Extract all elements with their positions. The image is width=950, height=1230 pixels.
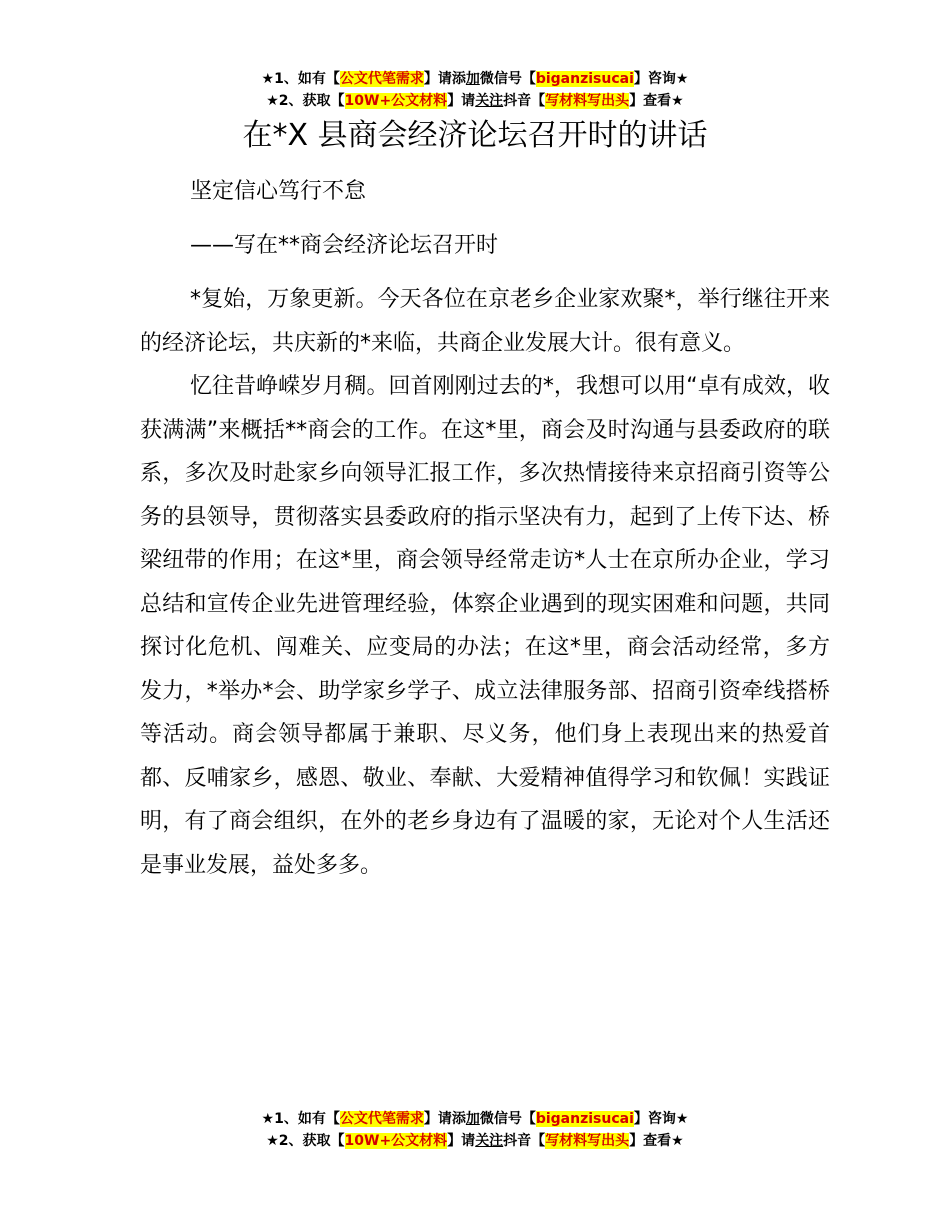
promo-highlight: 10W+公文材料 (344, 1133, 448, 1149)
promo-underlined-text: 关注 (475, 1133, 504, 1149)
promo-underlined-text: 加 (465, 1111, 480, 1127)
promo-underlined-text: 关注 (475, 93, 504, 109)
subtitle-main: 坚定信心笃行不怠 (190, 179, 367, 204)
body-paragraph-1: *复始，万象更新。今天各位在京老乡企业家欢聚*，举行继往开来的经济论坛，共庆新的*来临，共商企业发展大计。很有意义。 (140, 287, 830, 356)
promo-text: 微信号【 (479, 1111, 536, 1127)
promo-text: 抖音【 (503, 93, 546, 109)
subtitle-secondary: ——写在**商会经济论坛召开时 (190, 233, 499, 258)
promo-text: ★2、获取【 (266, 93, 345, 109)
promo-text: 】咨询★ (633, 1111, 689, 1127)
promo-text: ★1、如有【 (261, 71, 340, 87)
document-title: 在*X 县商会经济论坛召开时的讲话 (242, 118, 708, 153)
promo-line-2 (0, 90, 950, 112)
document-body (140, 278, 830, 887)
promo-highlight: 10W+公文材料 (344, 93, 448, 109)
promo-line-1 (0, 1108, 950, 1130)
promo-text: 】请 (447, 1133, 476, 1149)
promo-text: 】请 (447, 93, 476, 109)
promo-highlight: 公文代笔需求 (339, 1111, 424, 1127)
promo-highlight: 写材料写出头 (545, 93, 630, 109)
top-promo-banner (0, 68, 950, 112)
promo-text: 】咨询★ (633, 71, 689, 87)
promo-text: ★1、如有【 (261, 1111, 340, 1127)
promo-line-2 (0, 1130, 950, 1152)
promo-text: 】查看★ (629, 1133, 684, 1149)
promo-text: 微信号【 (479, 71, 536, 87)
promo-text: 】查看★ (629, 93, 684, 109)
promo-line-1 (0, 68, 950, 90)
promo-text: ★2、获取【 (266, 1133, 345, 1149)
promo-highlight: biganzisucai (535, 71, 634, 87)
promo-highlight: 写材料写出头 (545, 1133, 630, 1149)
promo-underlined-text: 加 (465, 71, 480, 87)
promo-text: 】请添 (423, 71, 466, 87)
promo-highlight: biganzisucai (535, 1111, 634, 1127)
promo-highlight: 公文代笔需求 (339, 71, 424, 87)
promo-text: 抖音【 (503, 1133, 546, 1149)
promo-text: 】请添 (423, 1111, 466, 1127)
body-paragraph-2: 忆往昔峥嵘岁月稠。回首刚刚过去的*，我想可以用“卓有成效，收获满满”来概括**商会的工作。在这*里，商会及时沟通与县委政府的联系，多次及时赴家乡向领导汇报工作，多次热情接待来京招商引资等公务的县领导，贯彻落实县委政府的指示坚决有力，起到了上传下达、桥梁纽带的作用；在这*里，商会领导经常走访*人士在京所办企业，学习总结和宣传企业先进管理经验，体察企业遇到的现实困难和问题，共同探讨化危机、闯难关、应变局的办法；在这*里，商会活动经常，多方发力，*举办*会、助学家乡学子、成立法律服务部、招商引资牵线搭桥等活动。商会领导都属于兼职、尽义务，他们身上表现出来的热爱首都、反哺家乡，感恩、敬业、奉献、大爱精神值得学习和钦佩！实践证明，有了商会组织，在外的老乡身边有了温暖的家，无论对个人生活还是事业发展，益处多多。 (140, 374, 830, 878)
bottom-promo-banner (0, 1108, 950, 1152)
subtitle-block (140, 170, 830, 278)
